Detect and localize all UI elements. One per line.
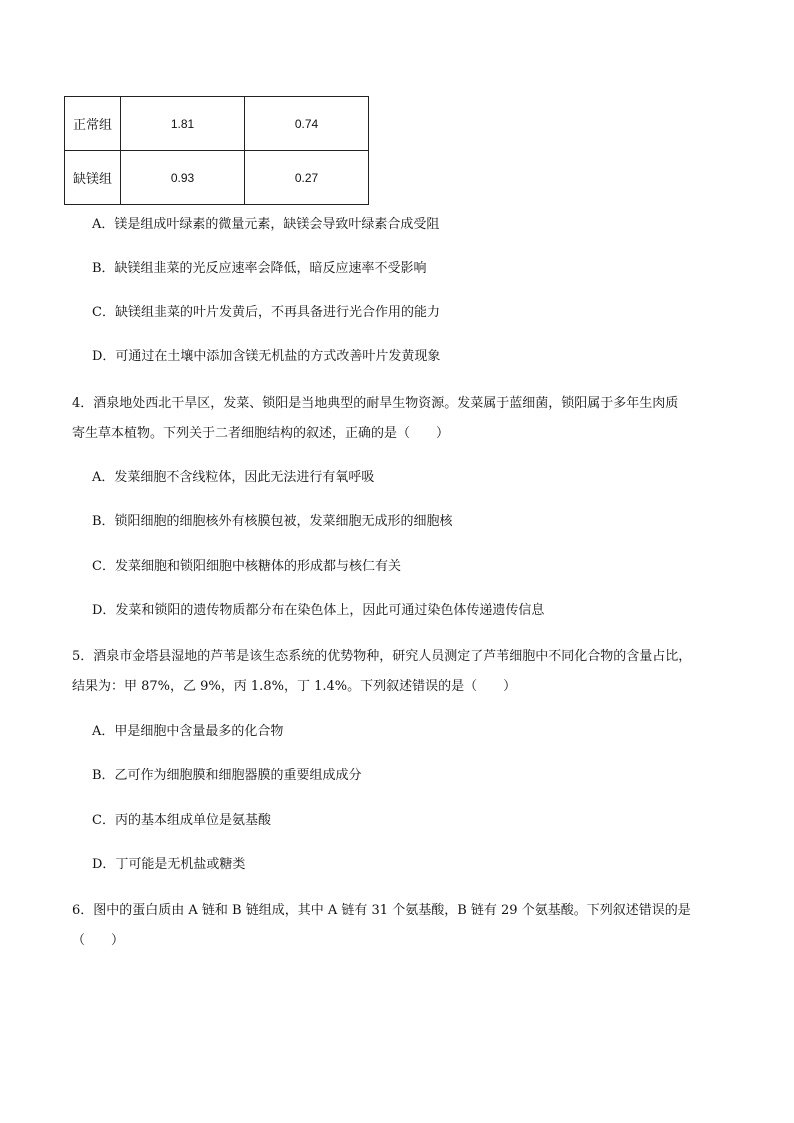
table-cell: 1.81 bbox=[121, 97, 245, 151]
q5-option-a: A．甲是细胞中含量最多的化合物 bbox=[92, 724, 284, 739]
q5-option-c: C．丙的基本组成单位是氨基酸 bbox=[92, 813, 271, 828]
table-row-label: 正常组 bbox=[65, 97, 121, 151]
q3-option-c: C．缺镁组韭菜的叶片发黄后，不再具备进行光合作用的能力 bbox=[92, 305, 440, 320]
table-cell: 0.27 bbox=[245, 151, 369, 205]
q5-option-d: D．丁可能是无机盐或糖类 bbox=[92, 857, 246, 872]
data-table bbox=[64, 96, 369, 205]
q4-option-b: B．锁阳细胞的细胞核外有核膜包被，发菜细胞无成形的细胞核 bbox=[92, 514, 453, 529]
q5-stem-line1: 5．酒泉市金塔县湿地的芦苇是该生态系统的优势物种，研究人员测定了芦苇细胞中不同化合物的含量占比， bbox=[72, 649, 692, 664]
q4-option-c: C．发菜细胞和锁阳细胞中核糖体的形成都与核仁有关 bbox=[92, 559, 401, 574]
q5-stem-line2: 结果为：甲 87%，乙 9%，丙 1.8%，丁 1.4%。下列叙述错误的是（ ） bbox=[72, 679, 517, 694]
q3-option-a: A．镁是组成叶绿素的微量元素，缺镁会导致叶绿素合成受阻 bbox=[92, 217, 440, 232]
q6-stem-line1: 6．图中的蛋白质由 A 链和 B 链组成，其中 A 链有 31 个氨基酸，B 链有 29 个氨基酸。下列叙述错误的是 bbox=[72, 903, 691, 918]
table-cell: 0.74 bbox=[245, 97, 369, 151]
q4-option-a: A．发菜细胞不含线粒体，因此无法进行有氧呼吸 bbox=[92, 470, 375, 485]
q3-option-b: B．缺镁组韭菜的光反应速率会降低，暗反应速率不受影响 bbox=[92, 261, 427, 276]
table-row-label: 缺镁组 bbox=[65, 151, 121, 205]
table-row bbox=[65, 151, 369, 205]
q5-option-b: B．乙可作为细胞膜和细胞器膜的重要组成成分 bbox=[92, 768, 362, 783]
q4-stem-line1: 4．酒泉地处西北干旱区，发菜、锁阳是当地典型的耐旱生物资源。发菜属于蓝细菌，锁阳属于多年生肉质 bbox=[72, 396, 679, 411]
q6-stem-line2: （ ） bbox=[72, 933, 125, 948]
q4-stem-line2: 寄生草本植物。下列关于二者细胞结构的叙述，正确的是（ ） bbox=[72, 426, 450, 441]
table-cell: 0.93 bbox=[121, 151, 245, 205]
q3-option-d: D．可通过在土壤中添加含镁无机盐的方式改善叶片发黄现象 bbox=[92, 349, 441, 364]
q4-option-d: D．发菜和锁阳的遗传物质都分布在染色体上，因此可通过染色体传递遗传信息 bbox=[92, 603, 545, 618]
table-row bbox=[65, 97, 369, 151]
